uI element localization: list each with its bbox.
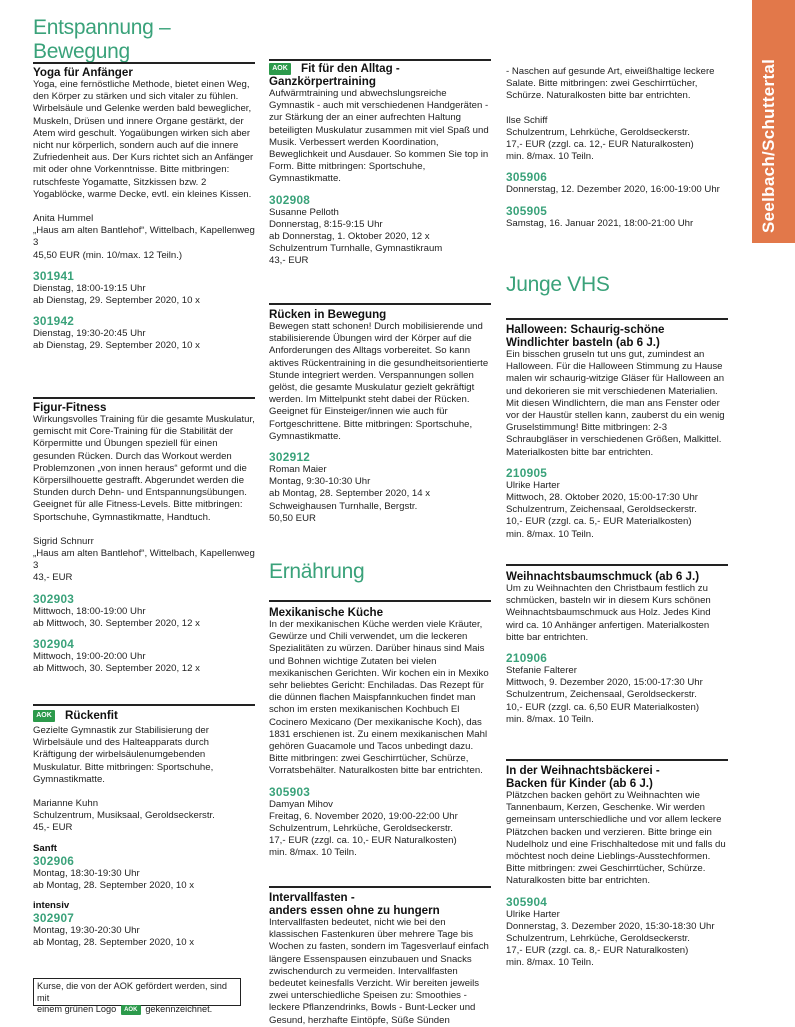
course-code: 301942 (33, 314, 75, 329)
divider (269, 303, 491, 305)
course-participants: min. 8/max. 10 Teiln. (506, 151, 594, 163)
course-code: 305903 (269, 784, 311, 799)
course-price: 10,- EUR (zzgl. ca. 5,- EUR Materialkosten) (506, 516, 692, 528)
course-code: 302906 (33, 853, 75, 868)
session-time: Freitag, 6. November 2020, 19:00-22:00 Uhr (269, 810, 458, 822)
course-price: 10,- EUR (zzgl. ca. 6,50 EUR Materialkosten) (506, 701, 700, 713)
course-code: 305904 (506, 894, 548, 909)
course-description: Wirkungsvolles Training für die gesamte Muskulatur, gemischt mit Core-Training für die Stabilität der Körpermitte und Übungen speziell für einen gesunden Rücken. Durch das Workout werden Problemzonen „von innen heraus“ geformt und die Körpersilhouette gestrafft. Abgerundet werden die Stunden durch Dehn- und Entspannungsübungen. Geeignet für alle Fitness-Levels. Bitte mitbringen: Sportschuhe, Gymnastikmatte, Handtuch. (33, 414, 255, 523)
course-location: Schulzentrum, Lehrküche, Geroldseckerstr. (506, 126, 690, 138)
course-title: Ganzkörpertraining (269, 75, 376, 88)
course-code: 210906 (506, 651, 548, 666)
session-start: ab Montag, 28. September 2020, 14 x (269, 488, 431, 500)
course-price: 17,- EUR (zzgl. ca. 10,- EUR Naturalkosten) (269, 835, 457, 847)
aok-logo-icon: AOK (121, 1005, 141, 1015)
course-location: Schulzentrum, Lehrküche, Geroldseckerstr. (506, 933, 690, 945)
course-participants: min. 8/max. 10 Teiln. (506, 957, 594, 969)
course-code: 305905 (506, 203, 548, 218)
course-price: 43,- EUR (269, 255, 309, 267)
side-tab-label: Seelbach/Schuttertal (759, 58, 778, 233)
session-start: ab Montag, 28. September 2020, 10 x (33, 937, 195, 949)
session-time: Dienstag, 19:30-20:45 Uhr (33, 328, 146, 340)
course-rueckenfit (33, 709, 255, 949)
course-weihnachtsbaum (506, 570, 728, 726)
course-participants: min. 8/max. 10 Teiln. (506, 528, 594, 540)
course-code: 302907 (33, 911, 75, 926)
session-label: Sanft (33, 842, 57, 854)
session-start: ab Dienstag, 29. September 2020, 10 x (33, 340, 200, 352)
course-description: In der mexikanischen Küche werden viele Kräuter, Gewürze und Chili verwendet, um die leckeren Spezialitäten zu würzen. Darüber hinaus sind Mais und Bohnen wichtige Zutaten bei vielen mexikanischen Gerichten. Wir kochen ein in Mexiko sehr beliebtes Gericht: Enchiladas. Das Rezept für die dünnen flachen Maispfannkuchen findet man schon im ersten mexikanischen Kochbuch El Cocinero Mexicano (Der mexikanische Koch), das 1831 erschienen ist. Zu einem mexikanischen Mahl gehören Guacamole und Tacos unbedingt dazu. Bitte mitbringen: zwei Geschirrtücher, Schürze, Vorratsbehälter. Naturalkosten bitte bar entrichten. (269, 619, 489, 777)
course-title: Mexikanische Küche (269, 606, 384, 619)
course-title: In der Weihnachtsbäckerei - (506, 764, 660, 777)
course-fit-alltag (269, 62, 491, 268)
course-code: 305906 (506, 170, 548, 185)
course-description: Um zu Weihnachten den Christbaum festlich zu schmücken, basteln wir in diesem Kurs schönen Weihnachtsbaumschmuck aus Holz. Jedes Kind wird ca. 10 Anhänger anfertigen. Materialkosten bitte bar entrichten. (506, 583, 711, 643)
session-time: Mittwoch, 9. Dezember 2020, 15:00-17:30 Uhr (506, 677, 703, 689)
course-teacher: Ulrike Harter (506, 908, 560, 920)
divider (506, 318, 728, 320)
session-label: intensiv (33, 900, 70, 912)
course-description: Gezielte Gymnastik zur Stabilisierung der Wirbelsäule und des Halteapparats durch Kräftigung der wirbelsäulenumgebenden Muskulatur. Bitte mitbringen: Sportschuhe, Gymnastikmatte. (33, 725, 214, 785)
column-3 (506, 0, 728, 1024)
aok-logo-icon: AOK (269, 63, 291, 75)
course-location: Schulzentrum, Zeichensaal, Geroldseckerstr. (506, 689, 697, 701)
course-description: Ein bisschen gruseln tut uns gut, zumindest an Halloween. Für die Halloween Stimmung zu Hause malen wir schaurig-witzige Gläser für Halloween an und dekorieren sie mit verschiedenen Materialien. Mit diesen Windlichtern, die man ans Fenster oder vor der Haustür stellen kann, zauberst du ein wenig Gruselstimmung! Bitte mitbringen: 2-3 Schraubgläser in verschiedenen Größen, Malkittel. Materialkosten bitte bar entrichten. (506, 349, 725, 458)
session-time: Montag, 19:30-20:30 Uhr (33, 925, 140, 937)
course-location: „Haus am alten Bantlehof“, Wittelbach, Kapellenweg 3 (33, 225, 255, 249)
note-line-1: Kurse, die von der AOK gefördert werden, sind mit (37, 981, 227, 1003)
course-participants: min. 8/max. 10 Teiln. (506, 713, 594, 725)
course-teacher: Sigrid Schnurr (33, 535, 94, 547)
course-title: Rücken in Bewegung (269, 308, 387, 321)
course-code: 302908 (269, 192, 311, 207)
course-teacher: Marianne Kuhn (33, 798, 99, 810)
divider (33, 704, 255, 706)
course-figur-fitness (33, 401, 255, 675)
session-time: Mittwoch, 19:00-20:00 Uhr (33, 651, 146, 663)
note-text: gekennzeichnet. (145, 1004, 213, 1014)
aok-note (33, 978, 241, 1014)
course-description: Yoga, eine fernöstliche Methode, bietet einen Weg, den Körper zu stärken und sich vitaler zu fühlen. Wirbelsäule und Gelenke werden bald beweglicher, Muskeln, Drüsen und innere Organe gestärkt, der Atem wird geschult. Yogaübungen wirken sich aber nicht nur körperlich, sondern auch auf die innere Zufriedenheit aus. Der Kurs richtet sich an Anfänger mit oder ohne Vorkenntnisse. Bitte mitbringen: rutschfeste Yogamatte, Sitzkissen bzw. 2 Yogablöcke, warme Decke, evtl. ein kleines Kissen. (33, 79, 254, 200)
course-title: Figur-Fitness (33, 401, 107, 414)
course-description: - Naschen auf gesunde Art, eiweißhaltige leckere Salate. Bitte mitbringen: zwei Geschirrtücher, Schürze. Naturalkosten bitte bar entrichten. (506, 66, 715, 102)
course-code: 302912 (269, 450, 311, 465)
course-code: 302904 (33, 637, 75, 652)
course-ruecken-bewegung (269, 308, 491, 525)
course-description: Plätzchen backen gehört zu Weihnachten wie Tannenbaum, Kerzen, Geschenke. Wir werden gemeinsam unterschiedliche und vor allem leckere Plätzchen backen und verzieren. Bitte bringe ein Nudelholz und eine Frischhaltedose mit und falls du möchtest noch deine Lieblings-Ausstechformen. Bitte mitbringen: zwei Geschirrtücher, Schürze. Naturalkosten bitte bar entrichten. (506, 790, 726, 887)
section-heading-ernaehrung: Ernährung (269, 560, 365, 583)
course-description: Intervallfasten bedeutet, nicht wie bei den klassischen Fastenkuren über mehrere Tage bis Wochen zu fasten, sondern im Tagesverlauf einfach längere Essenspausen einzubauen und Snacks zwischendurch zu vermeiden. Intervallfasten bedeutet keinesfalls Verzicht. Wir bereiten jeweils zwei unterschiedliche Speisen zu: Smoothies - leckere Pflanzendrinks, Bowls - Bunt-Lecker und Gesund, herzhafte Eintöpfe, Süße Sünden (269, 917, 489, 1026)
course-teacher: Ilse Schiff (506, 114, 548, 126)
course-mexikanisch (269, 606, 491, 860)
session-time: Donnerstag, 3. Dezember 2020, 15:30-18:30 Uhr (506, 920, 715, 932)
course-teacher: Stefanie Falterer (506, 665, 577, 677)
session-time: Montag, 9:30-10:30 Uhr (269, 476, 371, 488)
course-halloween (506, 323, 728, 541)
course-description: Aufwärmtraining und abwechslungsreiche Gymnastik - auch mit verschiedenen Handgeräten - zur Stärkung der an einer aufrechten Haltung beteiligten Muskulatur zusammen mit viel Spaß und Musik. Verbessert werden Koordination, Beweglichkeit und Ausdauer. So kommen Sie top in Form. Bitte mitbringen: Sportschuhe, Gymnastikmatte. (269, 88, 489, 185)
course-teacher: Roman Maier (269, 464, 327, 476)
course-yoga (33, 66, 255, 353)
course-title: Windlichter basteln (ab 6 J.) (506, 336, 660, 349)
aok-logo-icon: AOK (33, 710, 55, 722)
section-heading-entspannung: Entspannung – Bewegung (33, 16, 171, 63)
side-tab (752, 0, 795, 243)
course-location: Schulzentrum, Zeichensaal, Geroldseckerstr. (506, 504, 697, 516)
course-location: „Haus am alten Bantlehof“, Wittelbach, Kapellenweg 3 (33, 548, 255, 572)
divider (506, 759, 728, 761)
course-title: Yoga für Anfänger (33, 66, 133, 79)
session-start: ab Mittwoch, 30. September 2020, 12 x (33, 617, 200, 629)
divider (269, 600, 491, 602)
course-teacher: Susanne Pelloth (269, 206, 339, 218)
course-price: 17,- EUR (zzgl. ca. 12,- EUR Naturalkosten) (506, 139, 694, 151)
note-line-2 (37, 1004, 237, 1016)
course-title: Backen für Kinder (ab 6 J.) (506, 777, 653, 790)
session-time: Mittwoch, 18:00-19:00 Uhr (33, 605, 146, 617)
session-time: Samstag, 16. Januar 2021, 18:00-21:00 Uhr (506, 217, 694, 229)
session-start: ab Dienstag, 29. September 2020, 10 x (33, 295, 200, 307)
divider (33, 397, 255, 399)
column-2 (269, 0, 491, 1024)
divider (506, 564, 728, 566)
session-time: Donnerstag, 8:15-9:15 Uhr (269, 218, 383, 230)
course-intervallfasten-continued (506, 66, 728, 230)
course-description: Bewegen statt schonen! Durch mobilisierende und stabilisierende Übungen wird der Körper auf die Anforderungen des Alltags vorbereitet. So kann aktives Rückentraining in die gesundheitsorientierte Stunde integriert werden. Verspannungen sollen gelöst, die gesamte Muskulatur gezielt gekräftigt werden. Im Mittelpunkt steht dabei der Rücken. Geeignet für Einsteiger/innen wie auch für Fortgeschrittene. Bitte mitbringen: Sportschuhe, Gymnastikmatte. (269, 321, 489, 442)
course-price: 45,50 EUR (min. 10/max. 12 Teiln.) (33, 249, 183, 261)
course-price: 50,50 EUR (269, 512, 316, 524)
divider (269, 59, 491, 61)
course-title: anders essen ohne zu hungern (269, 904, 440, 917)
course-location: Schulzentrum, Musiksaal, Geroldseckerstr. (33, 810, 215, 822)
note-text: einem grünen Logo (37, 1004, 117, 1014)
course-location: Schweighausen Turnhalle, Bergstr. (269, 500, 418, 512)
course-teacher: Damyan Mihov (269, 798, 333, 810)
course-intervallfasten (269, 891, 491, 1027)
course-title: Intervallfasten - (269, 891, 355, 904)
course-teacher: Ulrike Harter (506, 479, 560, 491)
course-price: 45,- EUR (33, 822, 73, 834)
session-time: Montag, 18:30-19:30 Uhr (33, 867, 140, 879)
course-location: Schulzentrum Turnhalle, Gymnastikraum (269, 243, 443, 255)
course-title-row (33, 709, 255, 722)
session-start: ab Mittwoch, 30. September 2020, 12 x (33, 663, 200, 675)
session-start: ab Donnerstag, 1. Oktober 2020, 12 x (269, 231, 430, 243)
course-weihnachtsbaeckerei (506, 764, 728, 970)
course-code: 301941 (33, 268, 75, 283)
divider (33, 62, 255, 64)
course-title: Rückenfit (65, 709, 118, 722)
course-code: 302903 (33, 591, 75, 606)
course-title: Weihnachtsbaumschmuck (ab 6 J.) (506, 570, 700, 583)
session-time: Mittwoch, 28. Oktober 2020, 15:00-17:30 Uhr (506, 492, 698, 504)
course-title-row (269, 62, 491, 75)
section-heading-junge-vhs: Junge VHS (506, 273, 610, 296)
session-time: Dienstag, 18:00-19:15 Uhr (33, 282, 146, 294)
course-teacher: Anita Hummel (33, 213, 94, 225)
course-participants: min. 8/max. 10 Teiln. (269, 847, 357, 859)
divider (269, 886, 491, 888)
course-price: 43,- EUR (33, 572, 73, 584)
course-code: 210905 (506, 465, 548, 480)
course-title: Halloween: Schaurig-schöne (506, 323, 665, 336)
course-title: Fit für den Alltag - (301, 62, 400, 75)
course-price: 17,- EUR (zzgl. ca. 8,- EUR Naturalkosten) (506, 945, 689, 957)
session-time: Donnerstag, 12. Dezember 2020, 16:00-19:00 Uhr (506, 184, 720, 196)
column-1 (33, 0, 255, 1024)
session-start: ab Montag, 28. September 2020, 10 x (33, 879, 195, 891)
course-location: Schulzentrum, Lehrküche, Geroldseckerstr. (269, 823, 453, 835)
